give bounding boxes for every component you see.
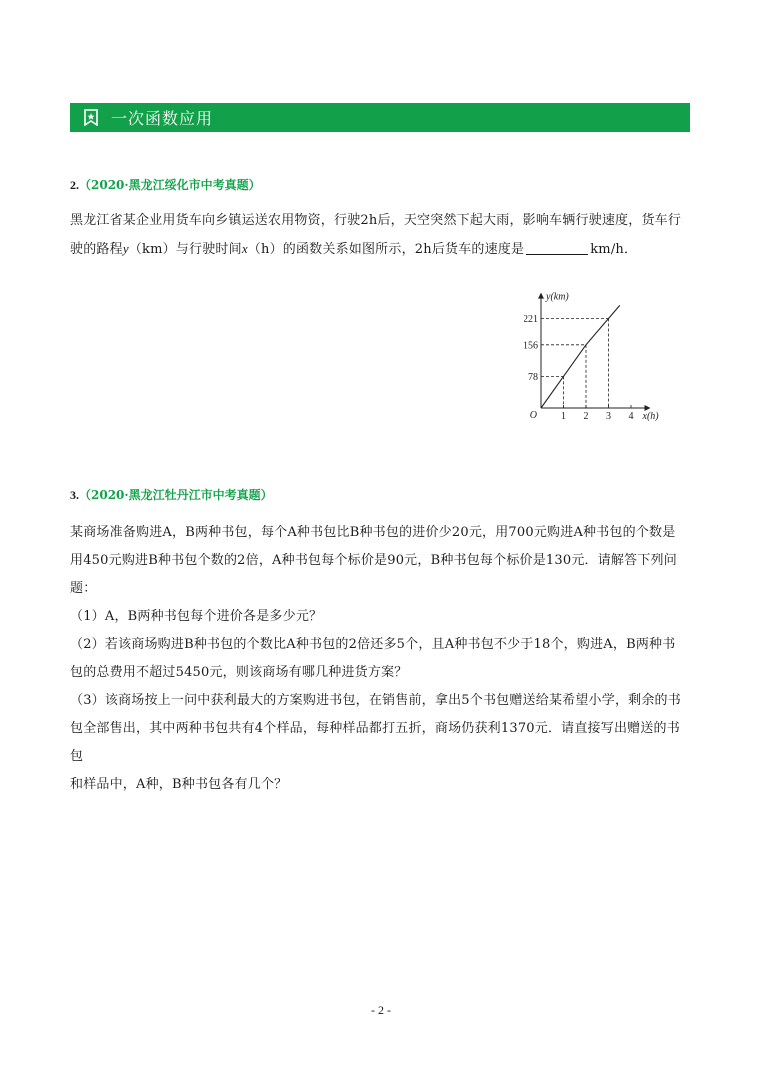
question-source: （2020·黑龙江牡丹江市中考真题）: [79, 488, 273, 502]
section-header-bar: [70, 103, 690, 132]
sub-question-3-line: （3）该商场按上一问中获利最大的方案购进书包，在销售前，拿出5个书包赠送给某希望小学，剩余的书: [70, 693, 681, 708]
text-line: 用450元购进B种书包个数的2倍，A种书包每个标价是90元，B种书包每个标价是130元．请解答下列问: [70, 553, 677, 568]
origin-label: O: [529, 410, 537, 421]
y-tick-label: 221: [524, 313, 538, 325]
y-tick-label: 156: [524, 340, 538, 352]
question-number: 2.: [70, 178, 79, 192]
text-span: km/h．: [590, 242, 638, 257]
text-span: 驶的路程: [70, 242, 123, 257]
text-span: （km）与行驶时间: [128, 242, 242, 257]
y-tick-label: 78: [528, 371, 538, 383]
x-tick-label: 2: [583, 411, 589, 422]
sub-question-1: （1）A，B两种书包每个进价各是多少元？: [70, 609, 323, 624]
variable-y: y: [122, 241, 129, 256]
sub-question-2-line: （2）若该商场购进B种书包的个数比A种书包的2倍还多5个，且A种书包不少于18个，购进A，B两种书: [70, 637, 676, 652]
sub-question-3-line: 包全部售出，其中两种书包共有4个样品，每种样品都打五折，商场仍获利1370元．请直接写出赠送的书包: [70, 721, 680, 764]
variable-x: x: [241, 241, 248, 256]
x-tick-label: 1: [561, 411, 566, 422]
sub-question-3-line: 和样品中，A种，B种书包各有几个？: [70, 777, 288, 792]
page-number: - 2 -: [371, 1003, 391, 1017]
y-axis-arrow: [538, 293, 544, 299]
bookmark-star-icon: [82, 109, 99, 126]
section-title: 一次函数应用: [111, 109, 214, 128]
text-span: （h）的函数关系如图所示，2h后货车的速度是: [247, 242, 525, 257]
y-axis-label: y(km): [546, 291, 569, 303]
question-source: （2020·黑龙江绥化市中考真题）: [79, 178, 261, 192]
distance-time-graph: [524, 277, 684, 429]
question-number: 3.: [70, 488, 79, 502]
text-line: [70, 235, 692, 264]
x-tick-label: 4: [628, 411, 634, 422]
text-line: 黑龙江省某企业用货车向乡镇运送农用物资，行驶2h后，天空突然下起大雨，影响车辆行驶速度，货车行: [70, 213, 682, 228]
question-3-header: [70, 486, 273, 503]
text-line: 题：: [70, 581, 97, 596]
x-axis-label: x(h): [642, 411, 659, 422]
answer-blank[interactable]: [526, 240, 588, 255]
series-line: [541, 305, 620, 408]
question-2-header: [70, 176, 261, 193]
question-3-text: [70, 519, 692, 799]
sub-question-2-line: 包的总费用不超过5450元，则该商场有哪几种进货方案？: [70, 665, 408, 680]
line-chart: [524, 277, 684, 425]
x-tick-label: 3: [606, 411, 611, 422]
text-line: 某商场准备购进A，B两种书包，每个A种书包比B种书包的进价少20元，用700元购进A种书包的个数是: [70, 525, 676, 540]
question-2-text: [70, 207, 692, 264]
